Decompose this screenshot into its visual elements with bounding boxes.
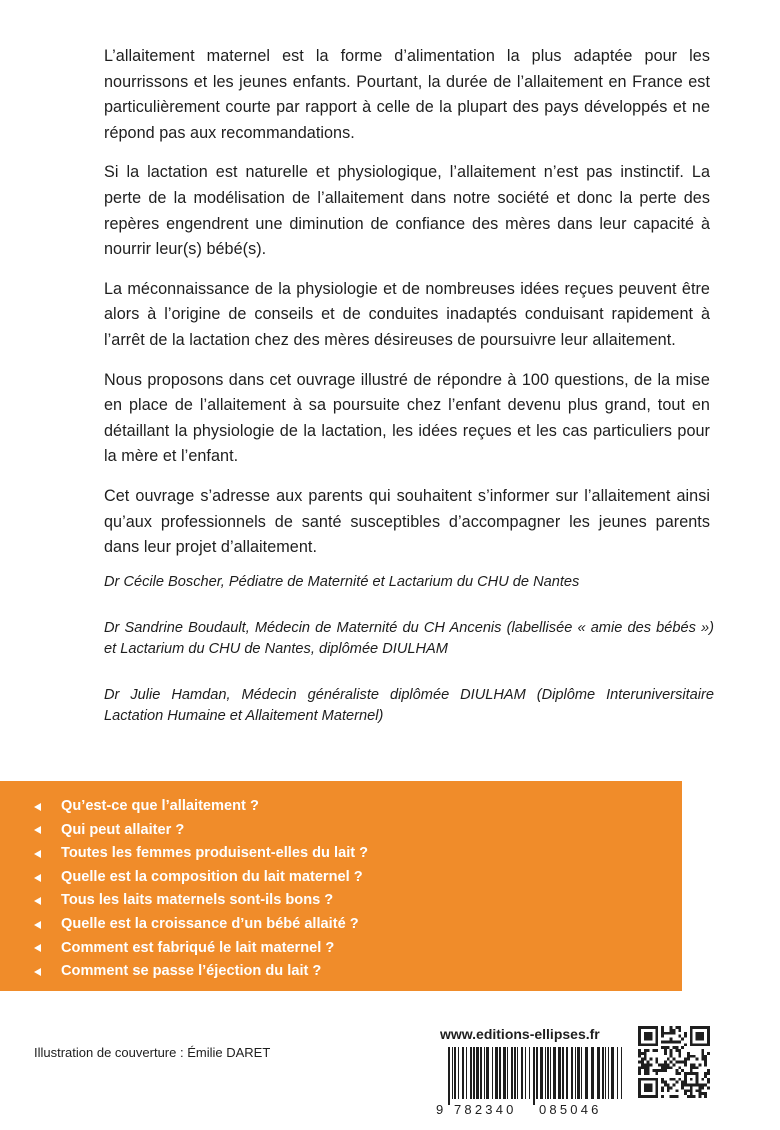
qr-code-icon [638,1026,710,1098]
left-triangle-arrow-icon [34,944,41,952]
barcode-bar [517,1047,518,1099]
qr-module [658,1069,661,1072]
qr-module [673,1058,676,1061]
left-triangle-arrow-icon [34,826,41,834]
qr-module [667,1086,670,1089]
qr-module [661,1026,664,1029]
question-text: Quelle est la composition du lait maternel ? [61,868,363,885]
qr-module [684,1092,687,1095]
blurb-paragraph-5: Cet ouvrage s’adresse aux parents qui souhaitent s’informer sur l’allaitement ainsi qu’aux professionnels de santé susceptibles d’accompagner les jeunes parents dans leur projet d’allaitement. [104,486,710,557]
cover-illustration-credit: Illustration de couverture : Émilie DARET [34,1045,271,1060]
qr-module [681,1061,684,1064]
qr-module [690,1055,693,1058]
qr-module [675,1061,678,1064]
qr-module [690,1078,693,1081]
question-item [34,913,682,937]
qr-module [687,1058,690,1061]
barcode-bar [617,1047,618,1099]
qr-module [693,1095,696,1098]
qr-module [638,1061,641,1064]
qr-module [664,1032,667,1035]
qr-module [701,1086,704,1089]
qr-module [675,1081,678,1084]
qr-module [687,1095,690,1098]
qr-module [655,1049,658,1052]
authors-list [104,572,714,752]
qr-module [661,1066,664,1069]
qr-module [707,1052,710,1055]
qr-module [678,1026,681,1029]
qr-module [707,1069,710,1072]
qr-module [638,1055,641,1058]
barcode-bar [484,1047,485,1099]
qr-module [678,1055,681,1058]
qr-module [698,1095,701,1098]
qr-module [670,1055,673,1058]
qr-module [698,1086,701,1089]
qr-module [696,1058,699,1061]
barcode-bar [525,1047,526,1099]
qr-module [684,1032,687,1035]
qr-module [644,1066,647,1069]
qr-module [664,1069,667,1072]
qr-module [684,1061,687,1064]
qr-module [701,1049,704,1052]
qr-module [707,1086,710,1089]
qr-module [690,1092,693,1095]
qr-module [670,1095,673,1098]
qr-module [704,1063,707,1066]
barcode-bar [466,1047,467,1099]
qr-module [673,1029,676,1032]
qr-module [655,1069,658,1072]
left-triangle-arrow-icon [34,921,41,929]
author-2: Dr Sandrine Boudault, Médecin de Maternité du CH Ancenis (labellisée « amie des bébés ») et Lactarium du CHU de Nantes, diplômée DIULHAM [104,620,714,657]
qr-module [704,1072,707,1075]
qr-module [698,1063,701,1066]
barcode-lead-digit: 9 [436,1102,444,1117]
qr-module [681,1084,684,1087]
question-text: Toutes les femmes produisent-elles du lait ? [61,845,369,862]
author-3: Dr Julie Hamdan, Médecin généraliste diplômée DIULHAM (Diplôme Interuniversitaire Lactation Humaine et Allaitement Maternel) [104,687,714,724]
qr-module [664,1063,667,1066]
question-text: Comment se passe l’éjection du lait ? [61,963,322,980]
qr-module [644,1052,647,1055]
barcode-bar [621,1047,622,1099]
blurb-paragraph-4: Nous proposons dans cet ouvrage illustré de répondre à 100 questions, de la mise en place de l’allaitement à sa poursuite chez l’enfant devenu plus grand, tout en détaillant la physiologie de la lactation, les idées reçues et les cas particuliers pour la mère et l’enfant. [104,370,710,466]
qr-module [670,1032,673,1035]
qr-module [647,1061,650,1064]
qr-module [675,1046,678,1049]
qr-module [670,1038,673,1041]
qr-module [690,1095,693,1098]
qr-module [641,1058,644,1061]
qr-module [675,1089,678,1092]
qr-module [673,1078,676,1081]
qr-module [704,1092,707,1095]
qr-module [638,1066,641,1069]
qr-module [678,1078,681,1081]
barcode-bar [547,1047,549,1099]
barcode-bar [611,1047,614,1099]
qr-module [670,1049,673,1052]
qr-module [664,1066,667,1069]
qr-module [690,1063,693,1066]
qr-module [687,1055,690,1058]
qr-module [690,1089,693,1092]
barcode-bar [605,1047,606,1099]
qr-module [664,1084,667,1087]
qr-module [644,1069,647,1072]
qr-module [678,1052,681,1055]
qr-module [644,1058,647,1061]
qr-module [667,1032,670,1035]
qr-module [690,1069,693,1072]
qr-module [670,1029,673,1032]
qr-module [661,1069,664,1072]
qr-module [650,1063,653,1066]
qr-module [661,1035,664,1038]
question-text: Qu’est-ce que l’allaitement ? [61,798,259,814]
qr-module [704,1075,707,1078]
qr-module [667,1063,670,1066]
barcode-bar [536,1047,538,1099]
question-text: Qui peut allaiter ? [61,821,185,838]
question-text: Tous les laits maternels sont-ils bons ? [61,892,334,909]
barcode-bar [507,1047,508,1099]
qr-module [667,1040,670,1043]
barcode-bar [597,1047,600,1099]
barcode-bar [480,1047,482,1099]
qr-module [675,1040,678,1043]
blurb-paragraph-3: La méconnaissance de la physiologie et de nombreuses idées reçues peuvent être alors à l’origine de conseils et de conduites inadaptés conduisant rapidement à l’arrêt de la lactation chez des mères désireuses de poursuivre leur allaitement. [104,279,710,349]
isbn-barcode [436,1047,628,1117]
qr-module [661,1046,664,1049]
qr-module [701,1092,704,1095]
qr-module [704,1058,707,1061]
qr-module [673,1040,676,1043]
qr-module [693,1066,696,1069]
qr-module [693,1063,696,1066]
qr-module [693,1055,696,1058]
qr-module [701,1052,704,1055]
qr-module [673,1046,676,1049]
barcode-bar [533,1047,535,1105]
questions-band [0,781,682,991]
barcode-group-right: 085046 [539,1102,602,1117]
qr-module [670,1052,673,1055]
qr-module [704,1084,707,1087]
barcode-bar [521,1047,523,1099]
qr-module [681,1046,684,1049]
qr-module [664,1040,667,1043]
qr-module [684,1035,687,1038]
barcode-bar [591,1047,594,1099]
qr-module [644,1072,647,1075]
question-item [34,937,682,961]
qr-module [701,1078,704,1081]
qr-module [644,1049,647,1052]
barcode-bar [571,1047,573,1099]
qr-module [675,1072,678,1075]
qr-module [664,1061,667,1064]
question-item [34,842,682,866]
qr-module [661,1063,664,1066]
qr-module [670,1026,673,1029]
blurb-paragraph-1: L’allaitement maternel est la forme d’alimentation la plus adaptée pour les nourrissons et les jeunes enfants. Pourtant, la durée de l’allaitement en France est particulièrement courte par rapport à celle de la plupart des pays développés et ne répond pas aux recommandations. [104,47,710,142]
barcode-bar [462,1047,464,1099]
author-1: Dr Cécile Boscher, Pédiatre de Maternité et Lactarium du CHU de Nantes [104,574,580,590]
qr-module [658,1063,661,1066]
qr-module [661,1081,664,1084]
barcode-bar [492,1047,493,1099]
barcode-bar [562,1047,564,1099]
barcode-bar [511,1047,513,1099]
qr-module [678,1066,681,1069]
qr-module [707,1072,710,1075]
qr-module [690,1066,693,1069]
qr-module [670,1086,673,1089]
qr-module [678,1029,681,1032]
qr-module [701,1084,704,1087]
publisher-website: www.editions-ellipses.fr [440,1026,600,1042]
question-item [34,819,682,843]
qr-module [704,1061,707,1064]
qr-module [655,1058,658,1061]
qr-module [641,1061,644,1064]
back-cover-blurb [104,44,710,575]
barcode-bar [566,1047,568,1099]
qr-module [698,1084,701,1087]
qr-module [641,1052,644,1055]
qr-module [678,1049,681,1052]
barcode-bar [585,1047,588,1099]
qr-module [661,1032,664,1035]
qr-module [667,1084,670,1087]
qr-module [707,1078,710,1081]
barcode-bar [503,1047,506,1099]
qr-module [644,1063,647,1066]
qr-module [681,1038,684,1041]
qr-module [673,1095,676,1098]
qr-module [675,1026,678,1029]
qr-module [650,1058,653,1061]
qr-module [641,1063,644,1066]
qr-module [687,1052,690,1055]
barcode-bar [529,1047,530,1099]
barcode-bar [514,1047,516,1099]
qr-module [707,1081,710,1084]
question-item [34,795,682,819]
qr-module [661,1089,664,1092]
question-item [34,960,682,984]
barcode-bar [470,1047,472,1099]
qr-module [652,1049,655,1052]
qr-module [698,1092,701,1095]
barcode-bar [602,1047,604,1099]
qr-module [638,1072,641,1075]
qr-module [667,1089,670,1092]
qr-module [664,1052,667,1055]
qr-module [673,1063,676,1066]
barcode-bar [550,1047,551,1099]
qr-module [678,1035,681,1038]
qr-module [684,1063,687,1066]
qr-module [644,1084,653,1093]
qr-module [647,1072,650,1075]
question-text: Comment est fabriqué le lait maternel ? [61,939,335,956]
qr-module [647,1066,650,1069]
left-triangle-arrow-icon [34,803,41,811]
barcode-bar [473,1047,475,1099]
qr-module [638,1069,641,1072]
qr-module [655,1072,658,1075]
qr-module [696,1089,699,1092]
barcode-bar [581,1047,582,1099]
qr-module [704,1095,707,1098]
qr-module [641,1066,644,1069]
qr-module [647,1063,650,1066]
qr-module [664,1049,667,1052]
qr-module [661,1095,664,1098]
left-triangle-arrow-icon [34,874,41,882]
qr-module [681,1069,684,1072]
qr-module [696,1032,705,1041]
qr-module [647,1049,650,1052]
qr-module [638,1049,641,1052]
barcode-bar [458,1047,459,1099]
barcode-bar [553,1047,556,1099]
qr-module [696,1066,699,1069]
qr-module [684,1089,687,1092]
qr-module [701,1055,704,1058]
barcode-bar [608,1047,609,1099]
left-triangle-arrow-icon [34,850,41,858]
left-triangle-arrow-icon [34,897,41,905]
left-triangle-arrow-icon [34,968,41,976]
qr-module [681,1081,684,1084]
barcode-group-left: 782340 [454,1102,517,1117]
barcode-bar [575,1047,576,1099]
qr-module [670,1061,673,1064]
qr-module [673,1032,676,1035]
qr-module [667,1046,670,1049]
qr-module [661,1078,664,1081]
barcode-bar [495,1047,498,1099]
qr-module [661,1086,664,1089]
qr-module [698,1089,701,1092]
qr-module [644,1032,653,1041]
qr-module [681,1086,684,1089]
qr-module [638,1052,641,1055]
qr-module [661,1029,664,1032]
blurb-paragraph-2: Si la lactation est naturelle et physiologique, l’allaitement n’est pas instinctif. La perte de la modélisation de l’allaitement dans notre société et donc la perte des repères engendrent une diminution de confiance des mères dans leur capacité à nourrir leur(s) bébé(s). [104,163,710,259]
qr-module [644,1055,647,1058]
qr-module [678,1061,681,1064]
qr-module [652,1069,655,1072]
qr-module [664,1081,667,1084]
qr-module [675,1049,678,1052]
qr-module [655,1061,658,1064]
qr-module [647,1069,650,1072]
qr-module [675,1095,678,1098]
qr-module [678,1072,681,1075]
qr-module [704,1055,707,1058]
qr-module [684,1058,687,1061]
qr-module [670,1078,673,1081]
qr-module [687,1089,690,1092]
question-item [34,866,682,890]
qr-module [675,1069,678,1072]
qr-module [667,1058,670,1061]
barcode-bar [448,1047,450,1105]
qr-module [667,1066,670,1069]
qr-module [670,1040,673,1043]
barcode-bar [540,1047,543,1099]
barcode-bar [558,1047,561,1099]
question-item [34,889,682,913]
question-text: Quelle est la croissance d’un bébé allaité ? [61,915,359,932]
qr-module [664,1046,667,1049]
qr-module [661,1040,664,1043]
barcode-bar [577,1047,580,1099]
qr-module [670,1066,673,1069]
qr-module [701,1058,704,1061]
qr-module [684,1043,687,1046]
barcode-bar [454,1047,456,1099]
barcode-bar [476,1047,479,1099]
barcode-bar [499,1047,501,1099]
questions-list [0,781,682,984]
qr-module [690,1086,693,1089]
qr-module [678,1040,681,1043]
qr-module [673,1084,676,1087]
barcode-bar [545,1047,546,1099]
barcode-bar [486,1047,489,1099]
barcode-bar [452,1047,453,1099]
